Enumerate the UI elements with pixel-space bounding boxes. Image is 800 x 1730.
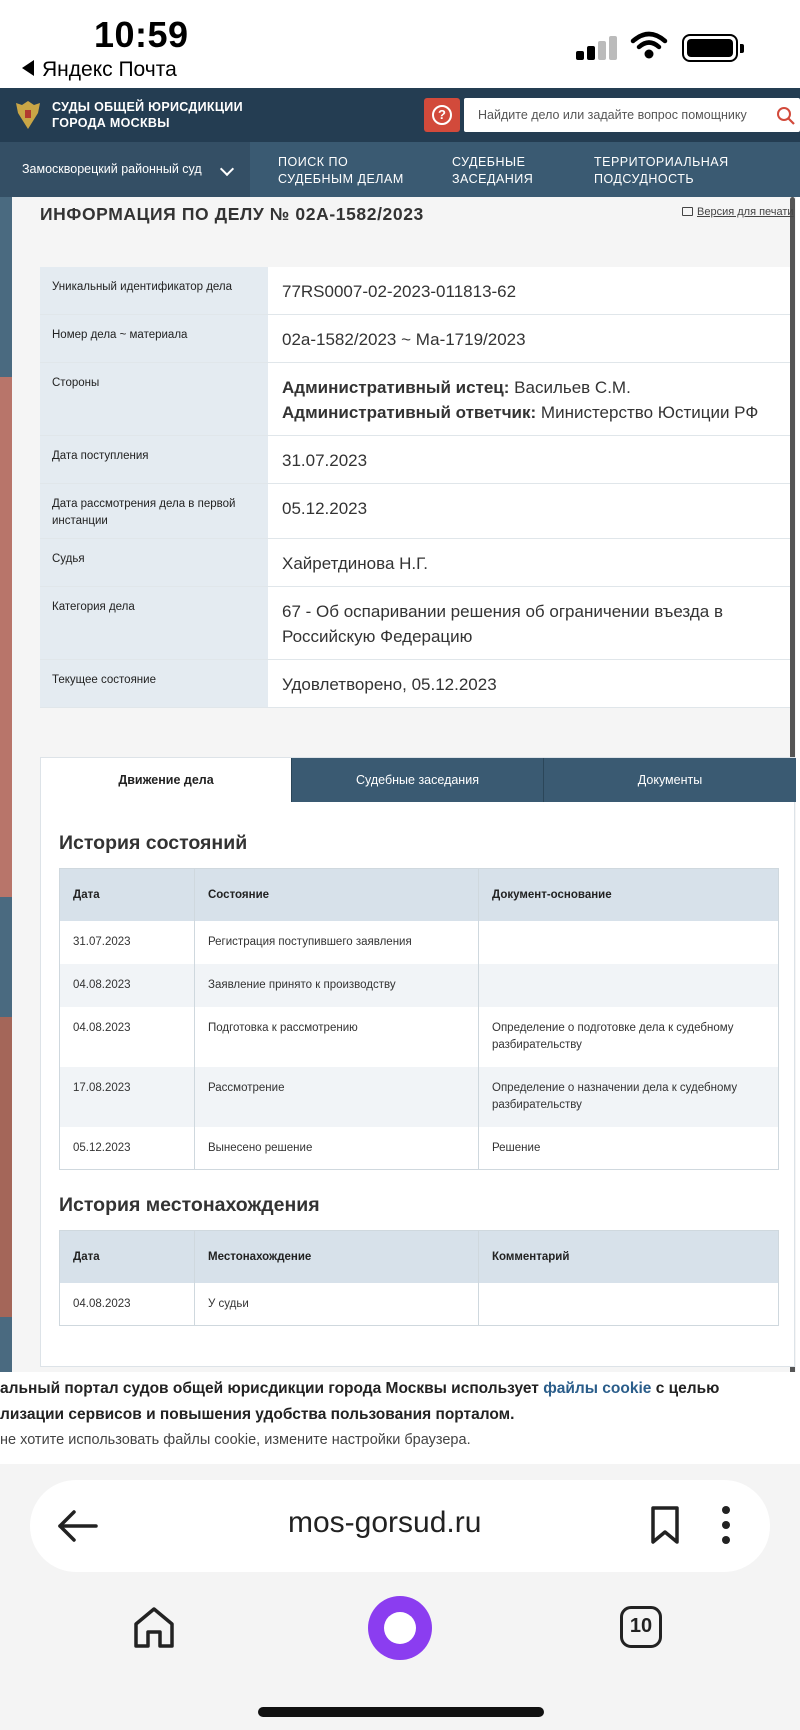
column-header: Дата [60, 869, 195, 921]
info-value: Удовлетворено, 05.12.2023 [268, 660, 790, 708]
cell-location: У судьи [195, 1283, 479, 1326]
cookie-text-line3: не хотите использовать файлы cookie, измените настройки браузера. [0, 1432, 471, 1448]
cell-doc: Определение о подготовке дела к судебному разбирательству [479, 1007, 779, 1067]
status-time: 10:59 [94, 14, 189, 55]
cell-state: Заявление принято к производству [195, 964, 479, 1007]
info-row [40, 660, 790, 708]
plaintiff-label: Административный истец: [282, 378, 510, 397]
info-label: Дата поступления [40, 436, 268, 484]
defendant-label: Административный ответчик: [282, 403, 537, 422]
address-bar[interactable] [30, 1480, 770, 1572]
cookie-text-line1 [0, 1380, 719, 1398]
cell-state: Рассмотрение [195, 1067, 479, 1127]
home-indicator [258, 1707, 544, 1717]
search-icon[interactable] [776, 106, 796, 126]
info-value: 67 - Об оспаривании решения об ограничении въезда в Российскую Федерацию [268, 587, 790, 660]
cell-date: 04.08.2023 [60, 1007, 195, 1067]
info-value: 31.07.2023 [268, 436, 790, 484]
table-header-row [60, 1231, 779, 1283]
cookie-text: с целью [651, 1380, 720, 1397]
cell-date: 05.12.2023 [60, 1127, 195, 1170]
nav-item-line: СУДЕБНЫЕ [452, 155, 526, 169]
table-row [60, 1283, 779, 1326]
nav-item-case-search[interactable] [278, 154, 404, 188]
column-header: Дата [60, 1231, 195, 1283]
info-value: 77RS0007-02-2023-011813-62 [268, 267, 790, 315]
column-header: Документ-основание [479, 869, 779, 921]
table-row [60, 921, 779, 964]
browser-toolbar [0, 1464, 800, 1730]
print-version-link[interactable] [682, 206, 794, 218]
cell-doc [479, 921, 779, 964]
left-decoration [0, 197, 12, 1372]
chevron-down-icon [220, 162, 234, 176]
info-label: Номер дела ~ материала [40, 315, 268, 363]
help-button[interactable] [424, 98, 460, 132]
cell-date: 04.08.2023 [60, 1283, 195, 1326]
print-version-label: Версия для печати [697, 206, 794, 218]
status-bar [0, 0, 800, 88]
table-row [60, 1127, 779, 1170]
tab-case-movement[interactable]: Движение дела [41, 758, 291, 802]
plaintiff-name: Васильев С.М. [514, 378, 631, 397]
page-title: ИНФОРМАЦИЯ ПО ДЕЛУ № 02А-1582/2023 [40, 204, 424, 224]
court-selector-label: Замоскворецкий районный суд [22, 162, 202, 176]
battery-icon [682, 34, 738, 62]
back-arrow-icon[interactable] [56, 1506, 100, 1546]
info-label: Текущее состояние [40, 660, 268, 708]
table-row [60, 964, 779, 1007]
wifi-icon [630, 30, 668, 60]
info-row [40, 315, 790, 363]
more-menu-icon[interactable] [720, 1504, 732, 1546]
cell-doc [479, 964, 779, 1007]
table-header-row [60, 869, 779, 921]
nav-item-line: ПОДСУДНОСТЬ [594, 172, 695, 186]
column-header: Состояние [195, 869, 479, 921]
cellular-signal-icon [576, 36, 618, 60]
nav-item-line: ПОИСК ПО [278, 155, 349, 169]
question-icon: ? [432, 105, 452, 125]
cell-doc[interactable]: Решение [479, 1127, 779, 1170]
nav-item-jurisdiction[interactable] [594, 154, 729, 188]
nav-item-court-sessions[interactable] [452, 154, 533, 188]
cell-comment [479, 1283, 779, 1326]
url-text[interactable]: mos-gorsud.ru [288, 1506, 482, 1539]
site-name-line1: СУДЫ ОБЩЕЙ ЮРИСДИКЦИИ [52, 100, 243, 114]
cell-date: 17.08.2023 [60, 1067, 195, 1127]
site-name[interactable] [52, 99, 243, 131]
cookie-text-line2: лизации сервисов и повышения удобства пользования порталом. [0, 1406, 515, 1423]
nav-item-line: СУДЕБНЫМ ДЕЛАМ [278, 172, 404, 186]
cell-doc[interactable]: Определение о назначении дела к судебному разбирательству [479, 1067, 779, 1127]
info-label: Категория дела [40, 587, 268, 660]
cell-state: Регистрация поступившего заявления [195, 921, 479, 964]
search-input[interactable] [464, 98, 764, 132]
bookmark-icon[interactable] [648, 1504, 682, 1546]
site-header [0, 88, 800, 142]
cell-state: Вынесено решение [195, 1127, 479, 1170]
site-name-line2: ГОРОДА МОСКВЫ [52, 116, 170, 130]
location-history-title: История местонахождения [59, 1194, 320, 1216]
case-tabs-panel [40, 757, 795, 1367]
cookie-text: альный портал судов общей юрисдикции города Москвы использует [0, 1380, 544, 1397]
main-nav [0, 142, 800, 197]
defendant-name: Министерство Юстиции РФ [540, 403, 759, 422]
cookie-banner [0, 1372, 800, 1464]
nav-item-line: ТЕРРИТОРИАЛЬНАЯ [594, 155, 729, 169]
search-box [464, 98, 800, 132]
state-history-title: История состояний [59, 832, 248, 854]
info-row [40, 539, 790, 587]
court-selector[interactable] [0, 142, 250, 197]
info-label: Стороны [40, 363, 268, 436]
column-header: Местонахождение [195, 1231, 479, 1283]
table-row [60, 1067, 779, 1127]
back-triangle-icon [22, 60, 34, 76]
voice-assistant-button[interactable] [368, 1596, 432, 1660]
cell-date: 04.08.2023 [60, 964, 195, 1007]
back-app-label: Яндекс Почта [42, 58, 177, 81]
cookie-link[interactable]: файлы cookie [543, 1380, 652, 1397]
nav-item-line: ЗАСЕДАНИЯ [452, 172, 534, 186]
tab-documents[interactable]: Документы [543, 758, 796, 802]
cell-state: Подготовка к рассмотрению [195, 1007, 479, 1067]
home-icon[interactable] [130, 1604, 178, 1652]
info-value: Хайретдинова Н.Г. [268, 539, 790, 587]
info-row [40, 436, 790, 484]
column-header: Комментарий [479, 1231, 779, 1283]
info-label: Уникальный идентификатор дела [40, 267, 268, 315]
info-row [40, 267, 790, 315]
parties-value [268, 363, 790, 436]
info-label: Судья [40, 539, 268, 587]
table-row [60, 1007, 779, 1067]
tabs-count-button[interactable]: 10 [620, 1606, 662, 1648]
back-to-app-link[interactable] [22, 58, 177, 82]
location-history-table [59, 1230, 779, 1326]
cell-date: 31.07.2023 [60, 921, 195, 964]
case-info-table [40, 267, 790, 708]
state-history-table [59, 868, 779, 1170]
info-row [40, 587, 790, 660]
info-value: 02а-1582/2023 ~ Ма-1719/2023 [268, 315, 790, 363]
info-row [40, 484, 790, 539]
info-label: Дата рассмотрения дела в первой инстанции [40, 484, 268, 539]
info-row [40, 363, 790, 436]
coat-of-arms-icon [14, 99, 42, 131]
tab-court-sessions[interactable]: Судебные заседания [291, 758, 543, 802]
info-value: 05.12.2023 [268, 484, 790, 539]
printer-icon [682, 207, 693, 216]
